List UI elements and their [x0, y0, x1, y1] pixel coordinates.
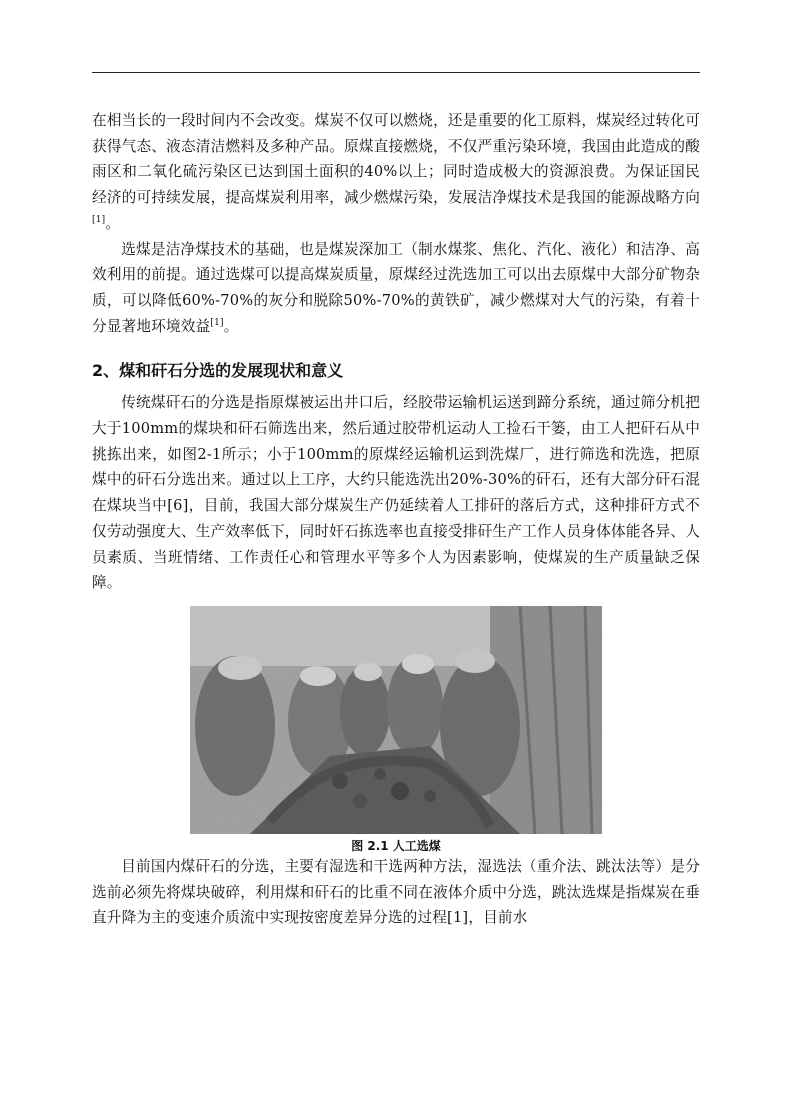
- manual-coal-sorting-photo: [190, 606, 602, 834]
- section-heading: 2、煤和矸石分选的发展现状和意义: [92, 361, 344, 381]
- citation: [1]: [210, 317, 224, 328]
- figure-photo: [190, 606, 602, 834]
- paragraph-section: 传统煤矸石的分选是指原煤被运出井口后，经胶带运输机运送到蹄分系统，通过筛分机把大于100mm的煤块和矸石筛选出来，然后通过胶带机运动人工捡石干篓，由工人把矸石从中挑拣出来，如图2-1所示；小于100mm的原煤经运输机运到洗煤厂，进行筛选和洗选，把原煤中的矸石分选出来。通过以上工序，大约只能选洗出20%-30%的矸石，还有大部分矸石混在煤块当中[6]，目前，我国大部分煤炭生产仍延续着人工排矸的落后方式，这种排矸方式不仅劳动强度大、生产效率低下，同时奸石拣选率也直接受排矸生产工作人员身体体能各异、人员素质、当班情绪、工作责任心和管理水平等多个人为因素影响，使煤炭的生产质量缺乏保障。: [92, 394, 700, 592]
- figure: [190, 606, 602, 854]
- citation: [1]: [92, 214, 106, 225]
- header-rule: [92, 72, 700, 73]
- paragraph-intro-2: 选煤是洁净煤技术的基础，也是煤炭深加工（制水煤浆、焦化、汽化、液化）和洁净、高效利用的前提。通过选煤可以提高煤炭质量，原煤经过洗选加工可以出去原煤中大部分矿物杂质，可以降低60%-70%的灰分和脱除50%-70%的黄铁矿，减少燃煤对大气的污染，有着十分显著地环境效益[1]。: [92, 240, 700, 335]
- document-body: [92, 108, 700, 931]
- paragraph-intro-1: 在相当长的一段时间内不会改变。煤炭不仅可以燃烧，还是重要的化工原料，煤炭经过转化可获得气态、液态清洁燃料及多种产品。原煤直接燃烧，不仅严重污染环境，我国由此造成的酸雨区和二氧化硫污染区已达到国土面积的40%以上；同时造成极大的资源浪费。为保证国民经济的可持续发展，提高煤炭利用率，减少燃煤污染，发展洁净煤技术是我国的能源战略方向[1]。: [92, 112, 700, 232]
- paragraph-after-figure: 目前国内煤矸石的分选，主要有湿选和干选两种方法，湿选法（重介法、跳汰法等）是分选前必须先将煤块破碎，利用煤和矸石的比重不同在液体介质中分选，跳汰选煤是指煤炭在垂直升降为主的变速介质流中实现按密度差异分选的过程[1]，目前水: [92, 857, 700, 927]
- figure-caption: 图 2.1 人工选煤: [351, 838, 441, 853]
